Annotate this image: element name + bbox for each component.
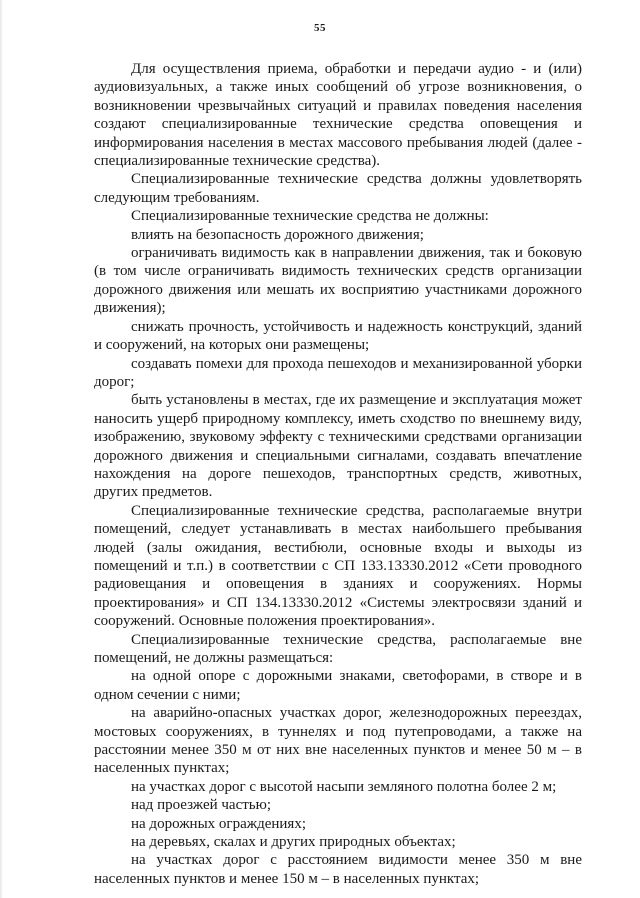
paragraph: Специализированные технические средства не должны: [131,208,489,225]
page-edge-shadow [0,0,3,898]
paragraph: быть установлены в местах, где их размещение и эксплуатация может наносить ущерб природному комплексу, иметь сходство по внешнему виду, изображению, звуковому эффекту с техническими средствами организации дорожного движения и специальными сигналами, создавать впечатление нахождения на дороге пешеходов, транспортных средств, животных, других предметов. [94,392,582,501]
page-number: 55 [314,22,326,34]
document-body [94,60,582,888]
paragraph: Специализированные технические средства должны удовлетворять следующим требованиям. [94,171,582,206]
paragraph: на участках дорог с высотой насыпи земляного полотна более 2 м; [131,778,557,795]
paragraph: на деревьях, скалах и других природных объектах; [131,834,456,851]
paragraph: на участках дорог с расстоянием видимости менее 350 м вне населенных пунктов и менее 150 м – в населенных пунктах; [94,852,582,887]
paragraph: Специализированные технические средства, располагаемые вне помещений, не должны размещаться: [94,631,582,666]
paragraph: Для осуществления приема, обработки и передачи аудио - и (или) аудиовизуальных, а также иных сообщений об угрозе возникновения, о возникновении чрезвычайных ситуаций и правилах поведения населения создают специализированные технические средства оповещения и информирования населения в местах массового пребывания людей (далее - специализированные технические средства). [94,61,582,170]
paragraph: снижать прочность, устойчивость и надежность конструкций, зданий и сооружений, на которых они размещены; [94,318,582,354]
paragraph: ограничивать видимость как в направлении движения, так и боковую (в том числе ограничивать видимость технических средств организации дорожного движения или мешать их восприятию участниками дорожного движения); [94,245,582,317]
paragraph: над проезжей частью; [131,797,272,814]
paragraph: на дорожных ограждениях; [131,815,306,832]
paragraph: создавать помехи для прохода пешеходов и механизированной уборки дорог; [94,355,582,390]
paragraph: Специализированные технические средства, располагаемые внутри помещений, следует устанавливать в местах наибольшего пребывания людей (залы ожидания, вестибюли, основные входы и выходы из помещений и т.п.) в соответствии с СП 133.13330.2012 «Сети проводного радиовещания и оповещения в зданиях и сооружениях. Нормы проектирования» и СП 134.13330.2012 «Системы электросвязи зданий и сооружений. Основные положения проектирования». [94,502,582,630]
paragraph: на одной опоре с дорожными знаками, светофорами, в створе и в одном сечении с ними; [94,668,582,703]
paragraph: влиять на безопасность дорожного движения; [131,226,424,243]
paragraph: на аварийно-опасных участках дорог, железнодорожных переездах, мостовых сооружениях, в туннелях и под путепроводами, а также на расстоянии менее 350 м от них вне населенных пунктов и менее 50 м – в населенных пунктах; [94,705,582,777]
